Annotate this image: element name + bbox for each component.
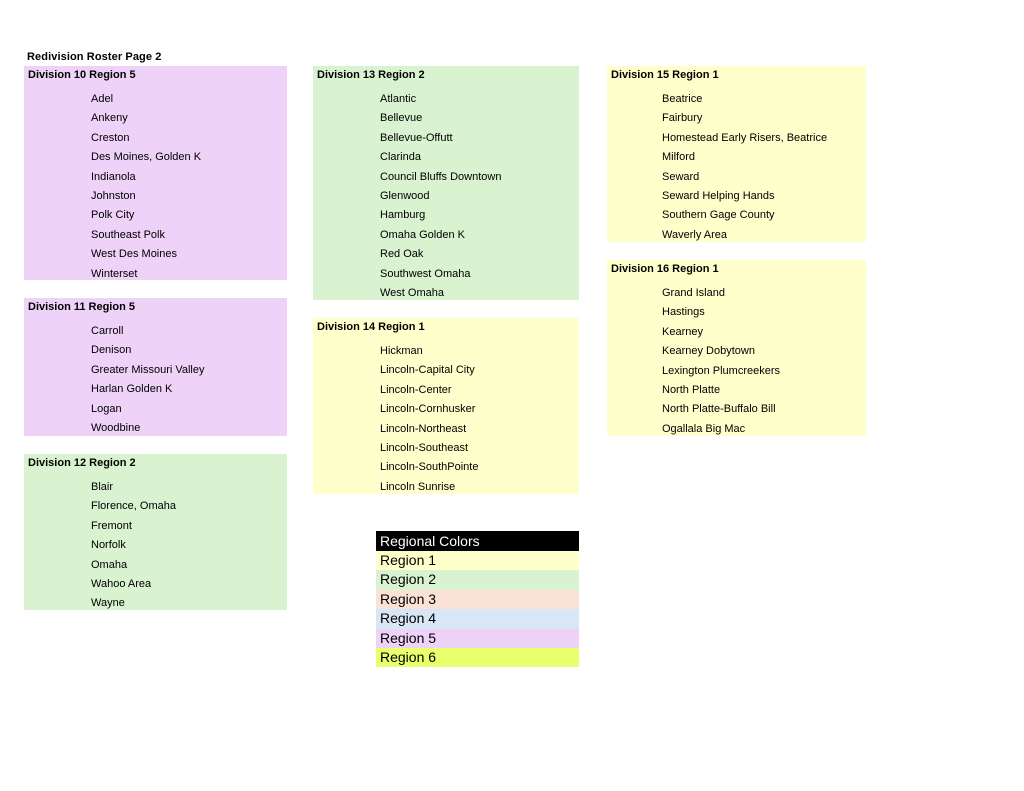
club-item: Denison bbox=[91, 344, 132, 357]
club-item: Ankeny bbox=[91, 112, 128, 125]
division-title: Division 13 Region 2 bbox=[317, 69, 425, 81]
club-item: Red Oak bbox=[380, 248, 424, 261]
club-list bbox=[380, 90, 501, 303]
division-title: Division 11 Region 5 bbox=[28, 301, 135, 313]
club-item: Omaha Golden K bbox=[380, 228, 465, 241]
club-item: Lincoln-SouthPointe bbox=[380, 461, 479, 474]
club-item: Seward bbox=[662, 170, 700, 183]
club-item: Southern Gage County bbox=[662, 209, 775, 222]
legend-title: Regional Colors bbox=[376, 531, 579, 551]
club-item: Lincoln-Cornhusker bbox=[380, 403, 476, 416]
division-14-block bbox=[313, 318, 579, 494]
club-item: Omaha bbox=[91, 558, 128, 571]
club-item: North Platte bbox=[662, 383, 721, 396]
club-item: Lincoln-Capital City bbox=[380, 364, 475, 377]
club-item: Woodbine bbox=[91, 421, 141, 434]
club-item: Seward Helping Hands bbox=[662, 189, 775, 202]
club-item: Wayne bbox=[91, 597, 125, 610]
club-item: Johnston bbox=[91, 189, 136, 202]
club-item: Atlantic bbox=[380, 93, 417, 105]
division-title: Division 14 Region 1 bbox=[317, 321, 425, 333]
club-item: Hickman bbox=[380, 345, 423, 357]
club-list bbox=[380, 342, 478, 497]
division-title: Division 16 Region 1 bbox=[611, 263, 719, 275]
club-item: Grand Island bbox=[662, 287, 725, 299]
club-item: Lexington Plumcreekers bbox=[662, 364, 781, 377]
club-item: Southeast Polk bbox=[91, 228, 165, 241]
legend-region-3: Region 3 bbox=[376, 590, 579, 609]
club-item: Waverly Area bbox=[662, 228, 728, 241]
club-item: Lincoln-Northeast bbox=[380, 422, 467, 435]
club-item: Florence, Omaha bbox=[91, 500, 176, 513]
division-11-block bbox=[24, 298, 287, 436]
legend-region-6: Region 6 bbox=[376, 648, 579, 667]
club-item: Hamburg bbox=[380, 209, 426, 222]
club-item: Lincoln Sunrise bbox=[380, 480, 456, 493]
club-item: Indianola bbox=[91, 170, 136, 183]
club-item: Milford bbox=[662, 151, 696, 164]
legend-region-4: Region 4 bbox=[376, 609, 579, 628]
club-item: Polk City bbox=[91, 209, 135, 222]
club-item: Greater Missouri Valley bbox=[91, 363, 205, 376]
club-item: Ogallala Big Mac bbox=[662, 422, 746, 435]
club-item: Kearney bbox=[662, 325, 703, 338]
club-item: Blair bbox=[91, 481, 114, 493]
division-13-block bbox=[313, 66, 579, 300]
club-list bbox=[91, 478, 176, 614]
club-item: Kearney Dobytown bbox=[662, 345, 755, 358]
club-item: Adel bbox=[91, 93, 114, 105]
division-title: Division 15 Region 1 bbox=[611, 69, 719, 81]
legend-region-5: Region 5 bbox=[376, 629, 579, 648]
club-item: Logan bbox=[91, 402, 122, 415]
club-item: West Omaha bbox=[380, 286, 444, 299]
division-title: Division 12 Region 2 bbox=[28, 457, 136, 469]
division-10-block bbox=[24, 66, 287, 280]
regional-colors-legend bbox=[376, 531, 579, 667]
division-title: Division 10 Region 5 bbox=[28, 69, 136, 81]
club-item: Bellevue-Offutt bbox=[380, 131, 453, 144]
club-item: Lincoln-Center bbox=[380, 383, 452, 396]
club-item: Carroll bbox=[91, 325, 124, 337]
club-item: Council Bluffs Downtown bbox=[380, 170, 502, 183]
club-item: Lincoln-Southeast bbox=[380, 441, 469, 454]
club-item: West Des Moines bbox=[91, 248, 177, 261]
page-title: Redivision Roster Page 2 bbox=[27, 51, 162, 63]
club-item: Glenwood bbox=[380, 189, 430, 202]
division-15-block bbox=[607, 66, 866, 242]
division-16-block bbox=[607, 260, 866, 436]
club-list bbox=[91, 90, 201, 284]
club-list bbox=[662, 284, 780, 439]
club-item: Beatrice bbox=[662, 93, 703, 105]
club-list bbox=[662, 90, 827, 245]
club-item: North Platte-Buffalo Bill bbox=[662, 403, 776, 416]
club-item: Homestead Early Risers, Beatrice bbox=[662, 131, 828, 144]
legend-region-2: Region 2 bbox=[376, 570, 579, 589]
club-item: Southwest Omaha bbox=[380, 267, 471, 280]
club-list bbox=[91, 322, 205, 438]
club-item: Creston bbox=[91, 131, 130, 144]
club-item: Des Moines, Golden K bbox=[91, 151, 202, 164]
club-item: Winterset bbox=[91, 267, 138, 280]
division-12-block bbox=[24, 454, 287, 610]
club-item: Hastings bbox=[662, 306, 705, 319]
club-item: Harlan Golden K bbox=[91, 383, 173, 396]
club-item: Norfolk bbox=[91, 539, 126, 552]
club-item: Bellevue bbox=[380, 112, 423, 125]
club-item: Fairbury bbox=[662, 112, 703, 125]
club-item: Fremont bbox=[91, 519, 132, 532]
club-item: Wahoo Area bbox=[91, 577, 152, 590]
club-item: Clarinda bbox=[380, 151, 421, 164]
legend-region-1: Region 1 bbox=[376, 551, 579, 570]
